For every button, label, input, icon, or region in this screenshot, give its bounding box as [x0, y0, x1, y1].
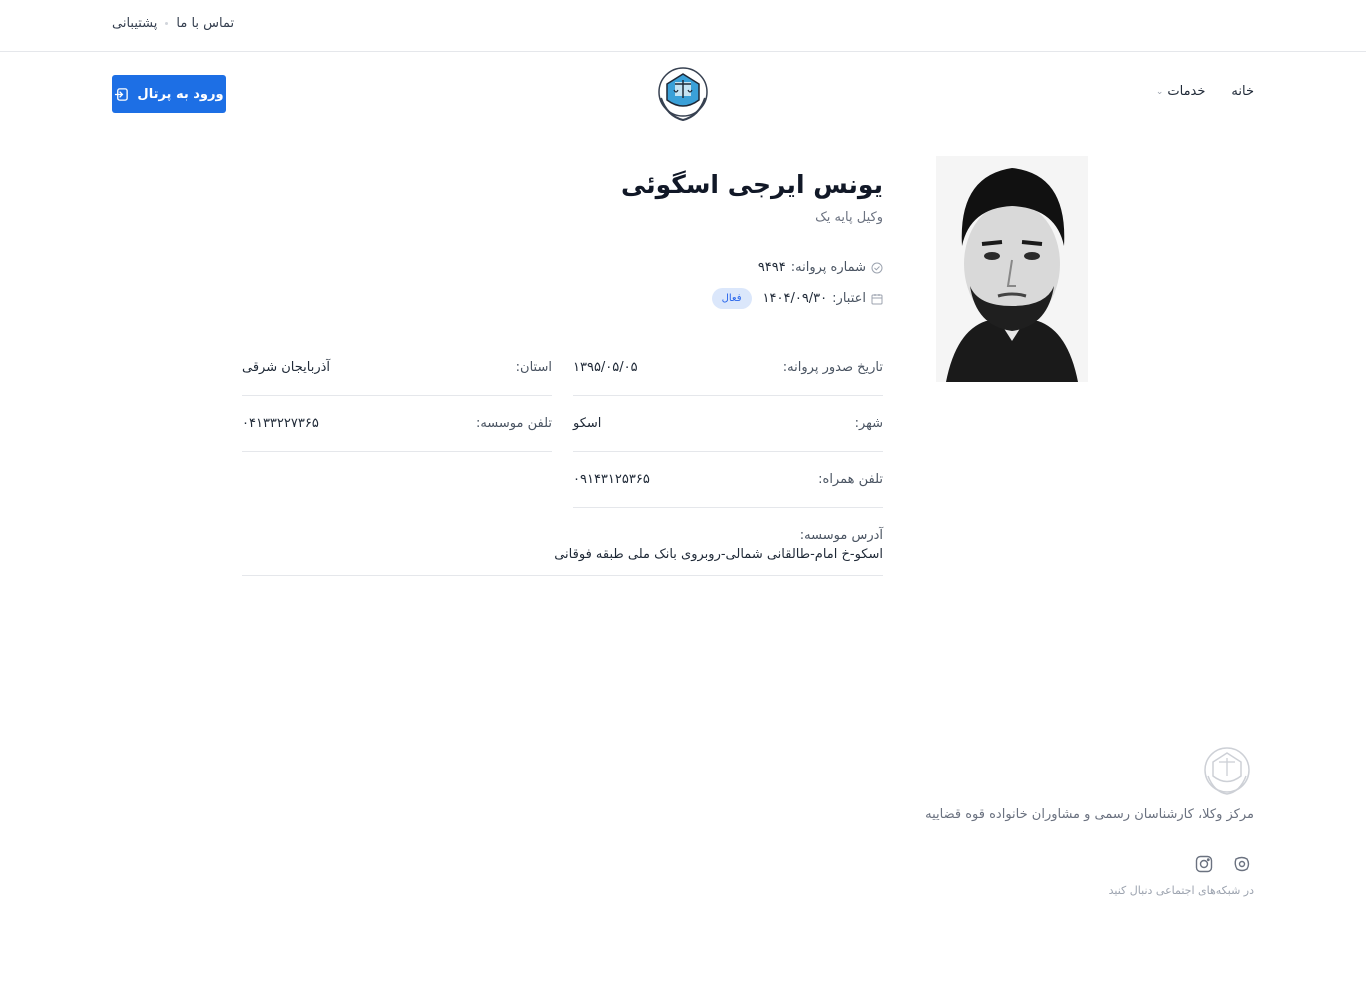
- top-bar: [0, 0, 1366, 52]
- judiciary-logo: [653, 64, 713, 124]
- office-phone-value: ۰۴۱۳۳۲۲۷۳۶۵: [242, 416, 319, 431]
- mobile-field: [573, 472, 883, 508]
- main-navbar: [0, 52, 1366, 136]
- issue-date-field: [573, 360, 883, 396]
- portal-login-button[interactable]: [112, 75, 226, 113]
- instagram-icon[interactable]: [1192, 852, 1216, 876]
- footer-title: مرکز وکلا، کارشناسان رسمی و مشاوران خانواده قوه قضاییه: [925, 807, 1254, 822]
- separator-dot: [165, 22, 168, 25]
- lawyer-name: یونس ایرجی اسگوئی: [620, 170, 883, 199]
- top-links: [112, 16, 234, 31]
- license-number-row: [758, 260, 883, 275]
- address-field: [242, 528, 883, 576]
- portrait-image: [936, 156, 1088, 382]
- validity-label: اعتبار:: [832, 291, 866, 306]
- province-value: آذربایجان شرقی: [242, 360, 331, 375]
- lawyer-rank: وکیل پایه یک: [815, 210, 883, 225]
- nav-services-label: خدمات: [1167, 84, 1206, 99]
- license-value: ۹۴۹۴: [757, 260, 786, 275]
- login-icon: [114, 87, 129, 102]
- nav-menu: [1156, 84, 1254, 99]
- province-field: [242, 360, 552, 396]
- nav-item-services[interactable]: [1156, 84, 1206, 99]
- nav-item-home[interactable]: [1231, 84, 1254, 99]
- address-value: اسکو-خ امام-طالقانی شمالی-روبروی بانک ملی طبقه فوقانی: [554, 547, 883, 562]
- office-phone-field: [242, 416, 552, 452]
- license-label: شماره پروانه:: [790, 260, 866, 275]
- calendar-icon: [871, 293, 883, 305]
- office-phone-label: تلفن موسسه:: [475, 416, 552, 431]
- issue-date-label: تاریخ صدور پروانه:: [782, 360, 883, 375]
- city-value: اسکو: [573, 416, 602, 431]
- check-circle-icon: [871, 262, 883, 274]
- contact-link[interactable]: تماس با ما: [176, 16, 235, 31]
- chevron-down-icon: ⌄: [1155, 86, 1164, 97]
- bale-icon[interactable]: [1230, 852, 1254, 876]
- province-label: استان:: [515, 360, 552, 375]
- lawyer-photo: [936, 156, 1088, 382]
- validity-value: ۱۴۰۴/۰۹/۳۰: [762, 291, 828, 306]
- mobile-value: ۰۹۱۴۳۱۲۵۳۶۵: [573, 472, 650, 487]
- nav-home-label: خانه: [1231, 84, 1254, 99]
- mobile-label: تلفن همراه:: [818, 472, 883, 487]
- city-label: شهر:: [854, 416, 883, 431]
- city-field: [573, 416, 883, 452]
- validity-row: [712, 288, 883, 309]
- address-label: آدرس موسسه:: [799, 528, 883, 543]
- follow-text: در شبکه‌های اجتماعی دنبال کنید: [1108, 884, 1254, 897]
- portal-button-label: ورود به پرتال: [137, 86, 224, 102]
- issue-date-value: ۱۳۹۵/۰۵/۰۵: [573, 360, 638, 375]
- support-link[interactable]: پشتیبانی: [112, 16, 158, 31]
- social-links: [1192, 852, 1254, 876]
- status-badge: فعال: [712, 288, 752, 309]
- footer-logo: [1200, 744, 1254, 798]
